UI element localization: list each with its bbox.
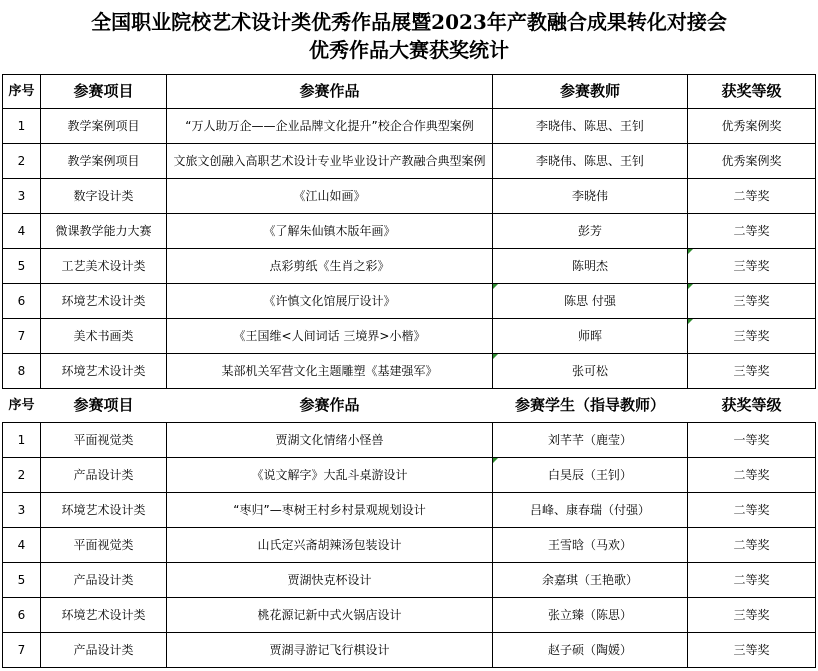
header-award: 获奖等级	[688, 389, 816, 423]
cell-award: 三等奖	[688, 284, 816, 319]
header-seq: 序号	[3, 389, 41, 423]
cell-project: 环境艺术设计类	[41, 354, 167, 389]
cell-work: 某部机关军营文化主题雕塑《基建强军》	[167, 354, 493, 389]
cell-project: 产品设计类	[41, 563, 167, 598]
cell-seq: 7	[3, 633, 41, 668]
cell-person: 师晖	[493, 319, 688, 354]
cell-project: 环境艺术设计类	[41, 284, 167, 319]
table-row	[3, 284, 816, 319]
cell-seq: 2	[3, 458, 41, 493]
cell-project: 教学案例项目	[41, 109, 167, 144]
header-teacher: 参赛教师	[493, 75, 688, 109]
header-project: 参赛项目	[41, 389, 167, 423]
cell-work: 《了解朱仙镇木版年画》	[167, 214, 493, 249]
cell-person: 刘芊芊（鹿莹）	[493, 423, 688, 458]
cell-seq: 1	[3, 423, 41, 458]
cell-work: 桃花源记新中式火锅店设计	[167, 598, 493, 633]
cell-award: 三等奖	[688, 249, 816, 284]
table-row	[3, 458, 816, 493]
table-row	[3, 319, 816, 354]
table-row	[3, 249, 816, 284]
cell-award: 二等奖	[688, 179, 816, 214]
cell-award: 二等奖	[688, 214, 816, 249]
cell-person: 李晓伟、陈思、王钊	[493, 109, 688, 144]
cell-award: 二等奖	[688, 458, 816, 493]
cell-seq: 4	[3, 214, 41, 249]
awards-table	[2, 74, 816, 668]
cell-seq: 1	[3, 109, 41, 144]
cell-project: 美术书画类	[41, 319, 167, 354]
cell-seq: 4	[3, 528, 41, 563]
cell-person: 余嘉琪（王艳歌）	[493, 563, 688, 598]
cell-work: 《许慎文化馆展厅设计》	[167, 284, 493, 319]
cell-seq: 2	[3, 144, 41, 179]
cell-seq: 3	[3, 493, 41, 528]
cell-person: 张立臻（陈思）	[493, 598, 688, 633]
table-row	[3, 354, 816, 389]
cell-person: 吕峰、康春瑞（付强）	[493, 493, 688, 528]
table-row	[3, 423, 816, 458]
cell-award: 一等奖	[688, 423, 816, 458]
header-award: 获奖等级	[688, 75, 816, 109]
header-project: 参赛项目	[41, 75, 167, 109]
cell-project: 教学案例项目	[41, 144, 167, 179]
cell-seq: 3	[3, 179, 41, 214]
table-row	[3, 598, 816, 633]
header-student: 参赛学生（指导教师）	[493, 389, 688, 423]
cell-seq: 8	[3, 354, 41, 389]
title-line-2: 优秀作品大赛获奖统计	[309, 38, 509, 62]
cell-award: 二等奖	[688, 493, 816, 528]
cell-award: 优秀案例奖	[688, 109, 816, 144]
cell-award: 三等奖	[688, 633, 816, 668]
header-seq: 序号	[3, 75, 41, 109]
cell-person: 白昊辰（王钊）	[493, 458, 688, 493]
table-row	[3, 179, 816, 214]
cell-work: 贾湖快克杯设计	[167, 563, 493, 598]
cell-work: “枣归”—枣树王村乡村景观规划设计	[167, 493, 493, 528]
cell-work: “万人助万企——企业品牌文化提升”校企合作典型案例	[167, 109, 493, 144]
cell-work: 《江山如画》	[167, 179, 493, 214]
cell-seq: 5	[3, 249, 41, 284]
cell-award: 优秀案例奖	[688, 144, 816, 179]
cell-seq: 5	[3, 563, 41, 598]
cell-seq: 6	[3, 598, 41, 633]
title-line-1: 全国职业院校艺术设计类优秀作品展暨2023年产教融合成果转化对接会	[91, 10, 727, 34]
table-header-row	[3, 75, 816, 109]
cell-person: 彭芳	[493, 214, 688, 249]
cell-award: 二等奖	[688, 528, 816, 563]
header-work: 参赛作品	[167, 75, 493, 109]
table-row	[3, 214, 816, 249]
cell-project: 工艺美术设计类	[41, 249, 167, 284]
cell-work: 贾湖寻游记飞行棋设计	[167, 633, 493, 668]
cell-person: 陈明杰	[493, 249, 688, 284]
table-row	[3, 109, 816, 144]
cell-work: 山氏定兴斋胡辣汤包装设计	[167, 528, 493, 563]
table-header-row-students	[3, 389, 816, 423]
cell-work: 点彩剪纸《生肖之彩》	[167, 249, 493, 284]
cell-award: 三等奖	[688, 354, 816, 389]
cell-work: 文旅文创融入高职艺术设计专业毕业设计产教融合典型案例	[167, 144, 493, 179]
cell-work: 《说文解字》大乱斗桌游设计	[167, 458, 493, 493]
cell-project: 环境艺术设计类	[41, 493, 167, 528]
cell-work: 贾湖文化情绪小怪兽	[167, 423, 493, 458]
cell-project: 产品设计类	[41, 633, 167, 668]
cell-project: 微课教学能力大赛	[41, 214, 167, 249]
cell-seq: 6	[3, 284, 41, 319]
cell-project: 环境艺术设计类	[41, 598, 167, 633]
cell-award: 三等奖	[688, 598, 816, 633]
cell-project: 数字设计类	[41, 179, 167, 214]
cell-award: 二等奖	[688, 563, 816, 598]
cell-project: 平面视觉类	[41, 423, 167, 458]
table-row	[3, 493, 816, 528]
cell-person: 李晓伟、陈思、王钊	[493, 144, 688, 179]
cell-person: 张可松	[493, 354, 688, 389]
cell-work: 《王国维<人间词话 三境界>小楷》	[167, 319, 493, 354]
cell-project: 产品设计类	[41, 458, 167, 493]
table-row	[3, 144, 816, 179]
cell-person: 李晓伟	[493, 179, 688, 214]
header-work: 参赛作品	[167, 389, 493, 423]
cell-person: 陈思 付强	[493, 284, 688, 319]
cell-seq: 7	[3, 319, 41, 354]
cell-person: 王雪晗（马欢）	[493, 528, 688, 563]
cell-person: 赵子硕（陶媛）	[493, 633, 688, 668]
table-row	[3, 633, 816, 668]
cell-project: 平面视觉类	[41, 528, 167, 563]
table-row	[3, 528, 816, 563]
table-row	[3, 563, 816, 598]
cell-award: 三等奖	[688, 319, 816, 354]
page-title	[0, 0, 818, 74]
